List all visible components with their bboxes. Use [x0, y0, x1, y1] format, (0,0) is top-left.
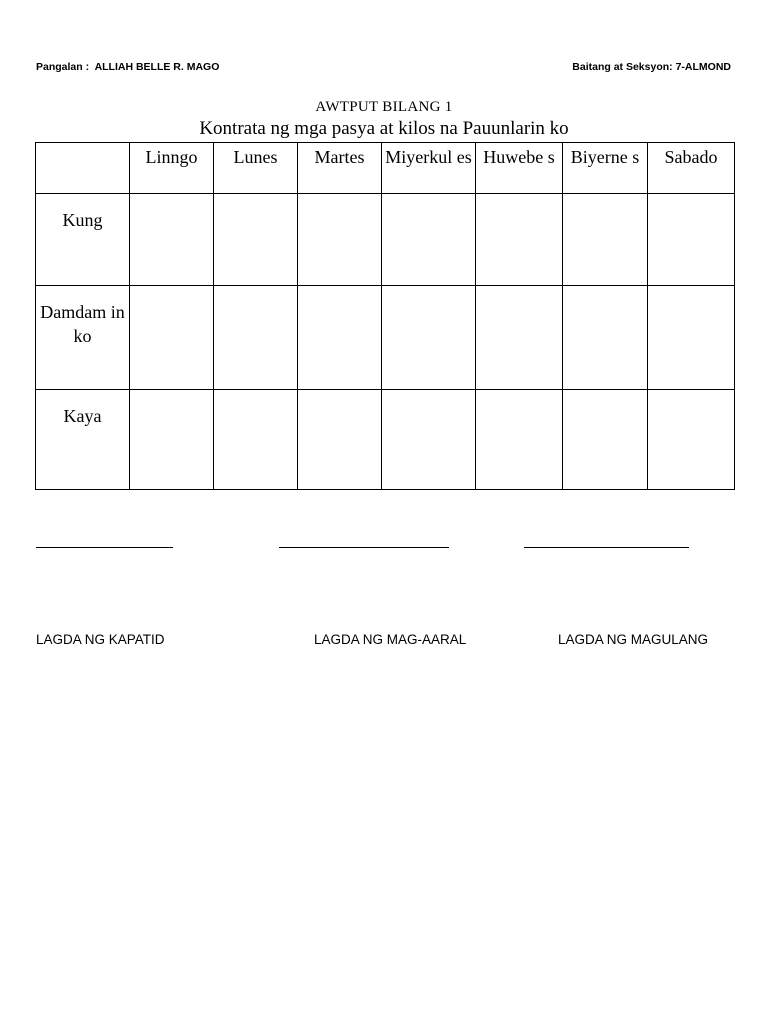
- column-header-linngo: Linngo: [130, 143, 214, 194]
- cell-kung-miyerkules[interactable]: [382, 194, 476, 286]
- output-number-label: AWTPUT BILANG 1: [315, 99, 453, 115]
- table-header-row: [36, 143, 735, 194]
- cell-damdamin-sabado[interactable]: [648, 286, 735, 390]
- cell-damdamin-miyerkules[interactable]: [382, 286, 476, 390]
- signature-label-sibling: LAGDA NG KAPATID: [36, 632, 165, 647]
- column-header-biyernes: Biyerne s: [563, 143, 648, 194]
- table-row: [36, 286, 735, 390]
- column-header-blank: [36, 143, 130, 194]
- signature-line-sibling[interactable]: [36, 547, 173, 548]
- table-row: [36, 194, 735, 286]
- cell-kung-lunes[interactable]: [214, 194, 298, 286]
- column-header-huwebes: Huwebe s: [476, 143, 563, 194]
- cell-kaya-huwebes[interactable]: [476, 390, 563, 490]
- column-header-sabado: Sabado: [648, 143, 735, 194]
- cell-damdamin-huwebes[interactable]: [476, 286, 563, 390]
- cell-kung-linngo[interactable]: [130, 194, 214, 286]
- cell-kaya-martes[interactable]: [298, 390, 382, 490]
- cell-kung-huwebes[interactable]: [476, 194, 563, 286]
- column-header-lunes: Lunes: [214, 143, 298, 194]
- cell-kaya-biyernes[interactable]: [563, 390, 648, 490]
- cell-damdamin-biyernes[interactable]: [563, 286, 648, 390]
- cell-damdamin-linngo[interactable]: [130, 286, 214, 390]
- section-info: [572, 61, 731, 73]
- document-title: Kontrata ng mga pasya at kilos na Pauunlarin ko: [199, 118, 569, 139]
- signature-label-student: LAGDA NG MAG-AARAL: [314, 632, 467, 647]
- weekly-contract-table: [35, 142, 735, 490]
- cell-kaya-miyerkules[interactable]: [382, 390, 476, 490]
- cell-kaya-sabado[interactable]: [648, 390, 735, 490]
- table-row: [36, 390, 735, 490]
- name-label: Pangalan :: [36, 61, 90, 73]
- signature-label-parent: LAGDA NG MAGULANG: [558, 632, 709, 647]
- name-info: [36, 61, 219, 73]
- name-value: ALLIAH BELLE R. MAGO: [94, 61, 220, 73]
- cell-kung-martes[interactable]: [298, 194, 382, 286]
- signature-line-parent[interactable]: [524, 547, 689, 548]
- cell-kung-sabado[interactable]: [648, 194, 735, 286]
- row-label-damdamin-ko: Damdam in ko: [36, 286, 130, 390]
- cell-kung-biyernes[interactable]: [563, 194, 648, 286]
- cell-damdamin-lunes[interactable]: [214, 286, 298, 390]
- cell-kaya-lunes[interactable]: [214, 390, 298, 490]
- section-value: 7-ALMOND: [675, 61, 731, 73]
- column-header-miyerkules: Miyerkul es: [382, 143, 476, 194]
- row-label-kung: Kung: [36, 194, 130, 286]
- cell-damdamin-martes[interactable]: [298, 286, 382, 390]
- signature-line-student[interactable]: [279, 547, 449, 548]
- row-label-kaya: Kaya: [36, 390, 130, 490]
- column-header-martes: Martes: [298, 143, 382, 194]
- cell-kaya-linngo[interactable]: [130, 390, 214, 490]
- section-label: Baitang at Seksyon:: [572, 61, 673, 73]
